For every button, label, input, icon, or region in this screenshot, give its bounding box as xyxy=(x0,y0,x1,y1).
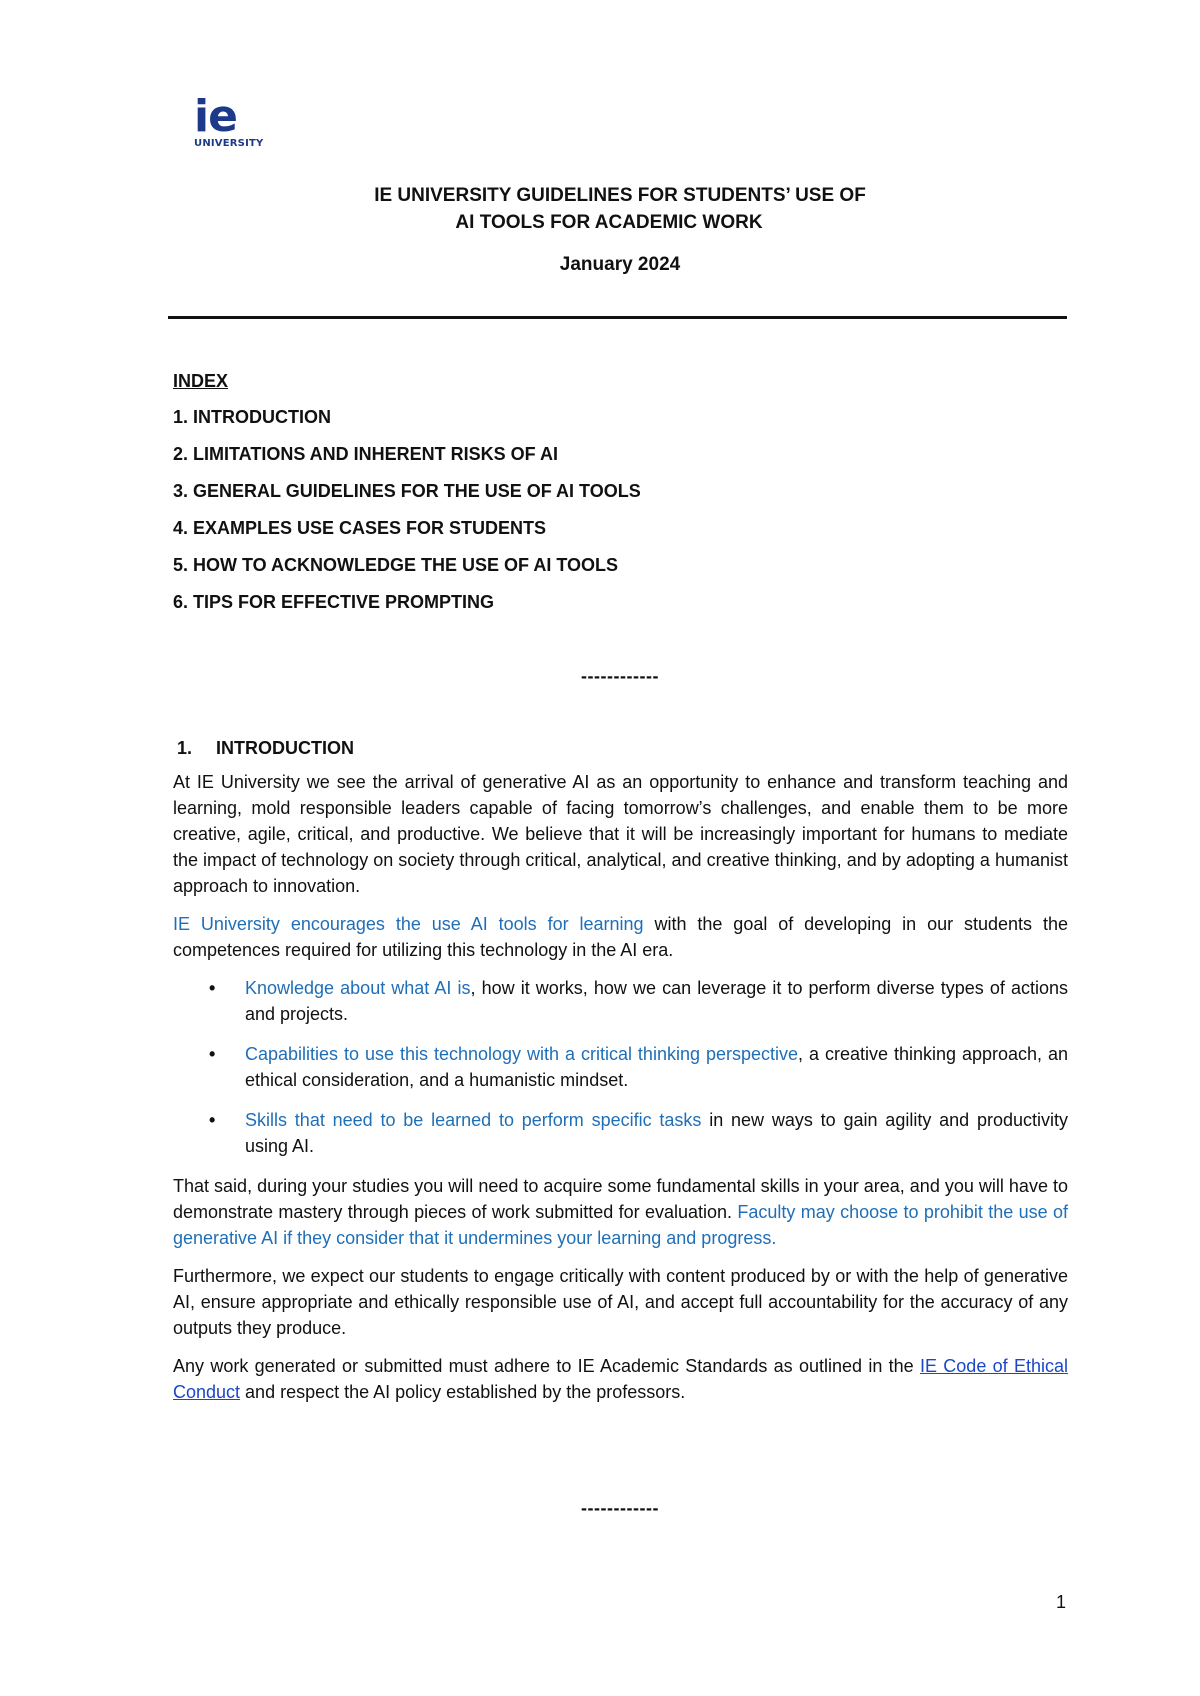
competences-list xyxy=(173,975,1068,1159)
accountability-paragraph: Furthermore, we expect our students to engage critically with content produced by or with the help of generative AI, ensure appropriate and ethically responsible use of AI, and accept full accountability for the accuracy of any outputs they produce. xyxy=(173,1266,1068,1338)
section-number: 1. xyxy=(177,738,193,758)
bullet-text: in new ways to gain agility and productivity using AI. xyxy=(245,1110,1068,1156)
index-item-general-guidelines: 3. GENERAL GUIDELINES FOR THE USE OF AI TOOLS xyxy=(173,481,641,501)
list-item xyxy=(173,975,1068,1027)
bullet-icon: • xyxy=(209,1110,216,1130)
section-separator: ------------ xyxy=(581,666,659,686)
standards-paragraph xyxy=(173,1353,1068,1405)
horizontal-rule xyxy=(168,316,1067,319)
index-item-limitations: 2. LIMITATIONS AND INHERENT RISKS OF AI xyxy=(173,444,559,464)
title-line-2: AI TOOLS FOR ACADEMIC WORK xyxy=(455,212,763,233)
faculty-highlight: Faculty may choose to prohibit the use of generative AI if they consider that it undermines your learning and progress. xyxy=(173,1202,1068,1248)
faculty-paragraph xyxy=(173,1173,1068,1251)
document-title xyxy=(170,182,1070,236)
ie-university-logo xyxy=(180,91,264,157)
index-item-use-cases: 4. EXAMPLES USE CASES FOR STUDENTS xyxy=(173,518,547,538)
encourages-paragraph xyxy=(173,911,1068,963)
index-item-acknowledge: 5. HOW TO ACKNOWLEDGE THE USE OF AI TOOLS xyxy=(173,555,619,575)
intro-paragraph: At IE University we see the arrival of generative AI as an opportunity to enhance and transform teaching and learning, mold responsible leaders capable of facing tomorrow’s challenges, and enable them to be more creative, agile, critical, and productive. We believe that it will be increasingly important for humans to mediate the impact of technology on society through critical, analytical, and creative thinking, and by adopting a humanist approach to innovation. xyxy=(173,772,1068,896)
list-item xyxy=(173,1041,1068,1093)
logo-mark: ie xyxy=(194,91,237,142)
bullet-highlight: Capabilities to use this technology with a critical thinking perspective xyxy=(245,1044,798,1064)
encourages-highlight: IE University encourages the use AI tools for learning xyxy=(173,914,644,934)
title-line-1: IE UNIVERSITY GUIDELINES FOR STUDENTS’ USE OF xyxy=(374,185,866,206)
document-date: January 2024 xyxy=(559,254,681,275)
logo-subtitle: UNIVERSITY xyxy=(194,138,264,149)
faculty-text: That said, during your studies you will need to acquire some fundamental skills in your area, and you will have to demonstrate mastery through pieces of work submitted for evaluation. xyxy=(173,1176,1068,1222)
section-separator: ------------ xyxy=(581,1498,659,1518)
section-heading xyxy=(177,735,1068,761)
section-title: INTRODUCTION xyxy=(216,738,355,758)
standards-text-end: and respect the AI policy established by the professors. xyxy=(240,1382,686,1402)
bullet-icon: • xyxy=(209,1044,216,1064)
index-item-prompting: 6. TIPS FOR EFFECTIVE PROMPTING xyxy=(173,592,495,612)
index-title: INDEX xyxy=(173,371,229,391)
index-item-introduction: 1. INTRODUCTION xyxy=(173,407,332,427)
page-number: 1 xyxy=(1056,1592,1067,1612)
index xyxy=(173,368,1033,626)
ethical-conduct-link[interactable]: IE Code of Ethical Conduct xyxy=(173,1356,1068,1402)
list-item xyxy=(173,1107,1068,1159)
bullet-text: , a creative thinking approach, an ethical consideration, and a humanistic mindset. xyxy=(245,1044,1069,1090)
encourages-text: with the goal of developing in our students the competences required for utilizing this technology in the AI era. xyxy=(173,914,1068,960)
bullet-icon: • xyxy=(209,978,216,998)
bullet-highlight: Knowledge about what AI is xyxy=(245,978,471,998)
standards-text: Any work generated or submitted must adhere to IE Academic Standards as outlined in the xyxy=(173,1356,920,1376)
bullet-text: , how it works, how we can leverage it to perform diverse types of actions and projects. xyxy=(245,978,1069,1024)
section-introduction xyxy=(173,735,1068,1417)
bullet-highlight: Skills that need to be learned to perform specific tasks xyxy=(245,1110,702,1130)
